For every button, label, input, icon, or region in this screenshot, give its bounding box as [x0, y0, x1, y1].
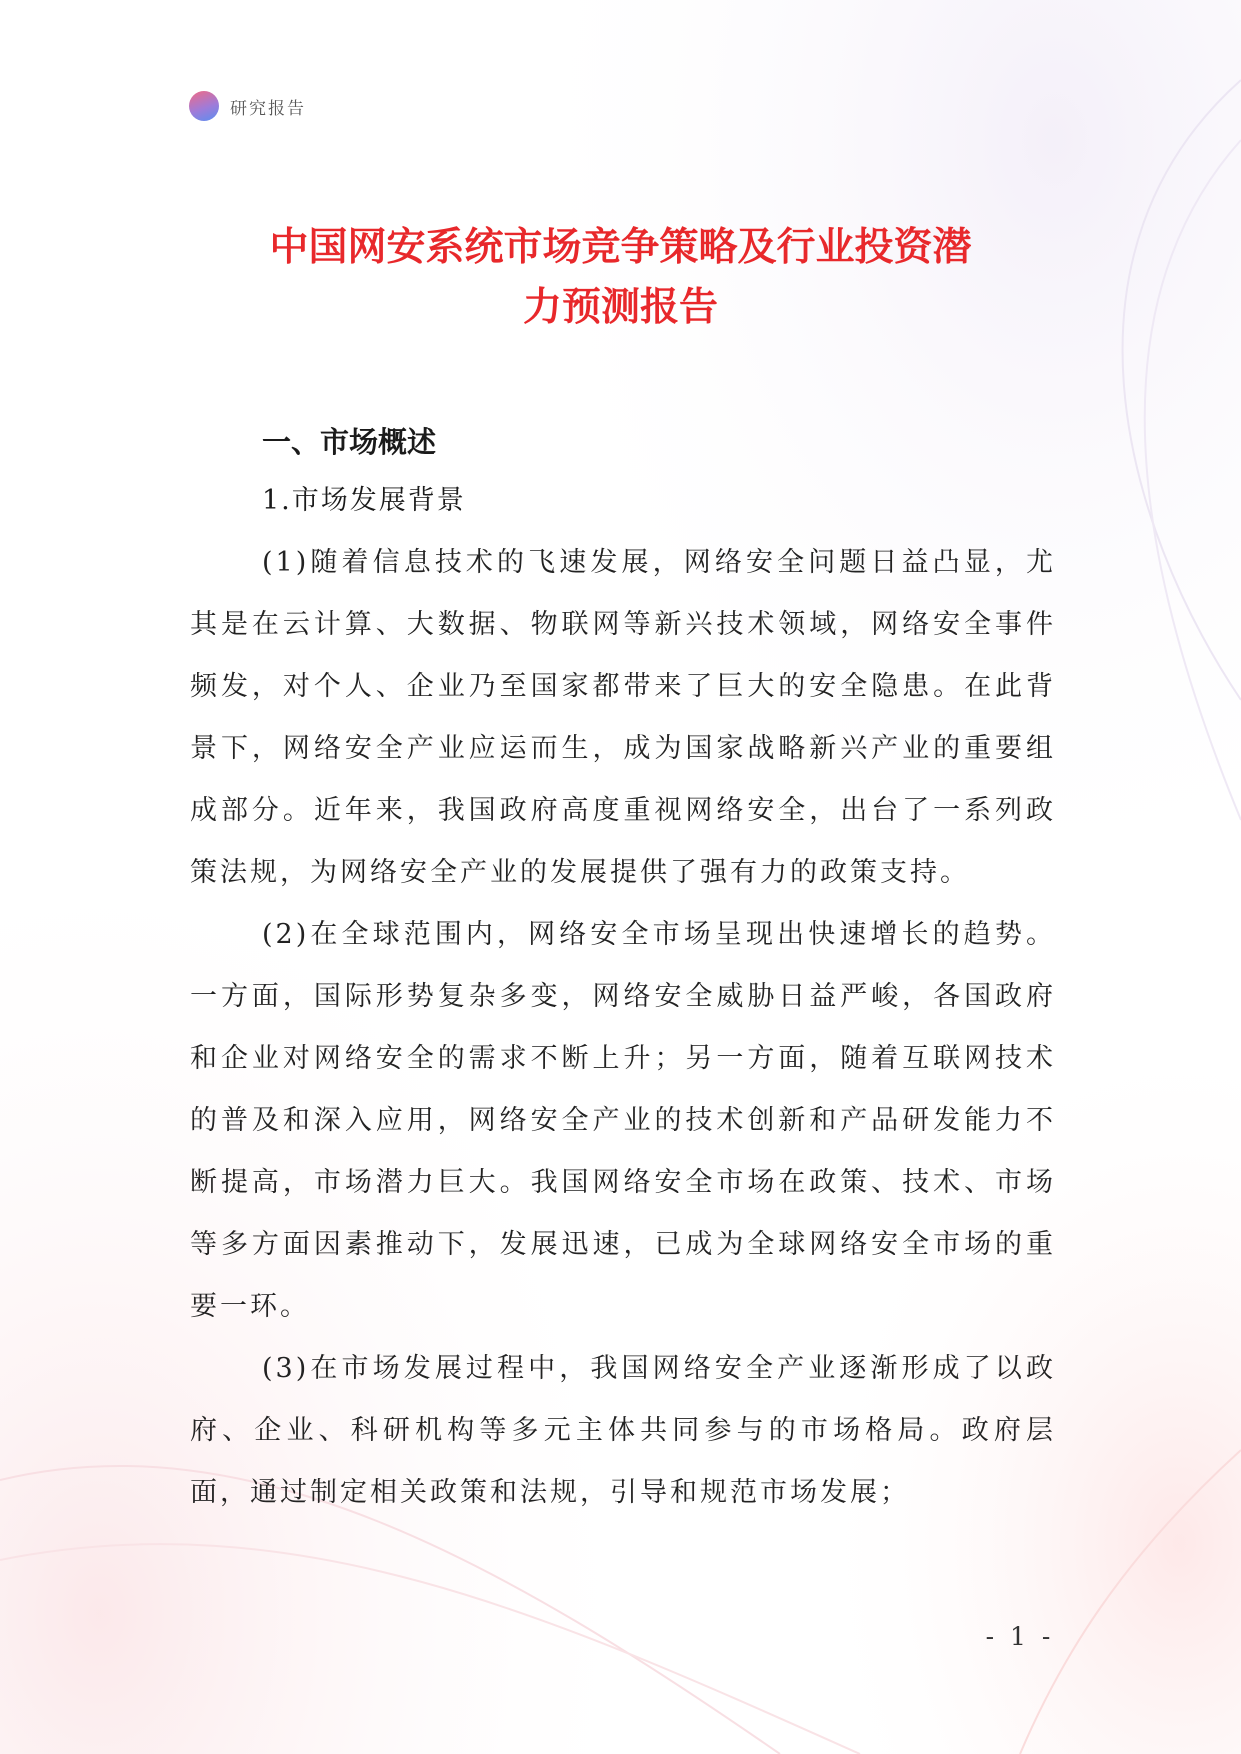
document-title [150, 218, 1091, 338]
logo-icon [189, 91, 219, 121]
report-header [189, 90, 306, 122]
document-body [190, 414, 1056, 1524]
header-label: 研究报告 [230, 98, 306, 119]
paragraph-3: (3)在市场发展过程中，我国网络安全产业逐渐形成了以政府、企业、科研机构等多元主体共同参与的市场格局。政府层面，通过制定相关政策和法规，引导和规范市场发展； [190, 1353, 1056, 1508]
title-line-1: 中国网安系统市场竞争策略及行业投资潜 [269, 225, 972, 270]
title-line-2: 力预测报告 [522, 285, 718, 330]
section-heading: 一、市场概述 [262, 425, 437, 459]
subsection-heading: 1.市场发展背景 [262, 485, 466, 516]
paragraph-1: (1)随着信息技术的飞速发展，网络安全问题日益凸显，尤其是在云计算、大数据、物联网等新兴技术领域，网络安全事件频发，对个人、企业乃至国家都带来了巨大的安全隐患。在此背景下，网络安全产业应运而生，成为国家战略新兴产业的重要组成部分。近年来，我国政府高度重视网络安全，出台了一系列政策法规，为网络安全产业的发展提供了强有力的政策支持。 [190, 547, 1056, 888]
paragraph-2: (2)在全球范围内，网络安全市场呈现出快速增长的趋势。一方面，国际形势复杂多变，网络安全威胁日益严峻，各国政府和企业对网络安全的需求不断上升；另一方面，随着互联网技术的普及和深入应用，网络安全产业的技术创新和产品研发能力不断提高，市场潜力巨大。我国网络安全市场在政策、技术、市场等多方面因素推动下，发展迅速，已成为全球网络安全市场的重要一环。 [190, 919, 1056, 1322]
page-number: - 1 - [985, 1622, 1055, 1651]
